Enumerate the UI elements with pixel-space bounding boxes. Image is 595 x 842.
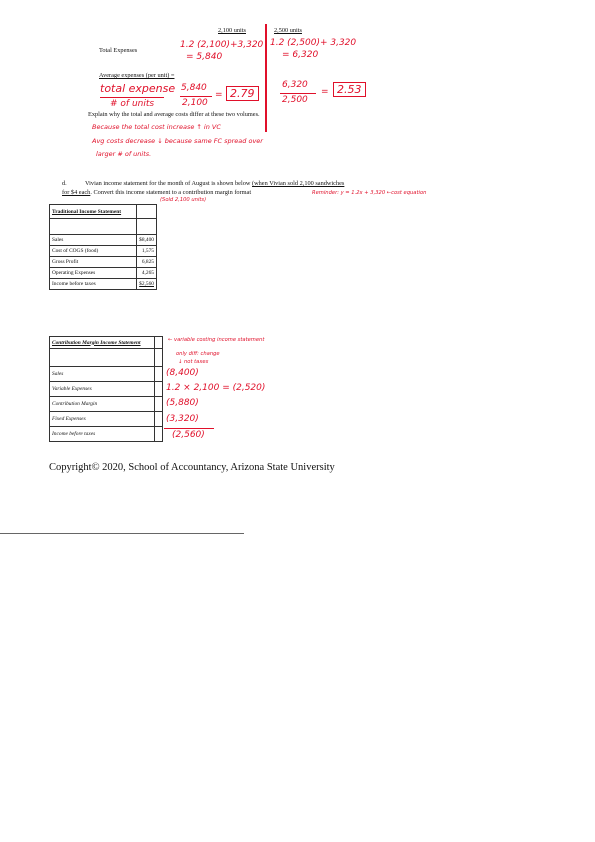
average-expenses-label: Average expenses (per unit) = (99, 72, 175, 79)
hw-avg-2100-result-box: 2.79 (226, 86, 259, 101)
hw-avg-2100-equals: = (215, 90, 223, 100)
explain-question: Explain why the total and average costs differ at these two volumes. (88, 111, 260, 118)
hw-avg-2500-fraction-bar (280, 93, 316, 94)
hw-cm-contribution-margin: (5,880) (166, 398, 199, 408)
table-row: Variable Expenses (50, 382, 163, 397)
part-d-letter: d. (62, 180, 67, 187)
hw-formula-fraction-bar (100, 97, 164, 98)
hw-only-diff-note: only diff: change (176, 351, 220, 357)
hw-avg-2500-equals: = (321, 87, 329, 97)
copyright-notice: Copyright© 2020, School of Accountancy, Arizona State University (49, 462, 335, 473)
traditional-title: Traditional Income Statement (50, 205, 137, 219)
hw-explain-line-2: Avg costs decrease ↓ because same FC spread over (92, 137, 263, 145)
hw-formula-denominator: # of units (110, 99, 155, 109)
table-row: Operating Expenses 4,265 (50, 268, 157, 279)
hw-reminder-cost-equation: Reminder: y = 1.2x + 3,320 ←cost equation (312, 190, 427, 196)
hw-avg-2500-result-box: 2.53 (333, 82, 366, 97)
column-header-2100: 2,100 units (218, 27, 246, 34)
hw-total-2500-calc: 1.2 (2,500)+ 3,320 (270, 38, 357, 48)
hw-explain-line-3: larger # of units. (96, 150, 152, 158)
hw-avg-2500-denominator: 2,500 (282, 95, 308, 105)
hw-variable-costing-note: ← variable costing income statement (168, 337, 265, 343)
table-row: Income before taxes $2,560 (50, 279, 157, 290)
hw-cm-income-before-taxes: (2,560) (172, 430, 205, 440)
contribution-margin-statement-table (49, 336, 163, 442)
column-header-2500: 2,500 units (274, 27, 302, 34)
hw-avg-2100-fraction-bar (180, 96, 212, 97)
hw-cm-fixed-expenses: (3,320) (166, 414, 199, 424)
hw-explain-line-1: Because the total cost increase ↑ in VC (92, 123, 221, 131)
total-expenses-label: Total Expenses (99, 47, 138, 54)
hw-avg-2500-numerator: 6,320 (282, 80, 308, 90)
table-row: Income before taxes (50, 427, 163, 442)
traditional-income-statement-table (49, 204, 157, 290)
hw-total-2500-result: = 6,320 (282, 50, 319, 60)
table-row: Cost of COGS (food) 1,575 (50, 246, 157, 257)
footer-divider (0, 533, 244, 534)
hw-not-taxes-note: ↓ not taxes (178, 359, 209, 365)
table-row: Sales $8,400 (50, 235, 157, 246)
hw-formula-numerator: total expense (100, 82, 176, 95)
hw-avg-2100-denominator: 2,100 (182, 98, 208, 108)
part-d-text-line-2: for $4 each. Convert this income statement to a contribution margin format (62, 189, 252, 196)
hw-total-2100-result: = 5,840 (186, 52, 223, 62)
table-row: Gross Profit 6,825 (50, 257, 157, 268)
part-d-text-line-1: Vivian income statement for the month of August is shown below (when Vivian sold 2,100 sandwiches (85, 180, 345, 187)
hw-cm-sales: (8,400) (166, 368, 199, 378)
table-row: Contribution Margin (50, 397, 163, 412)
table-row: Fixed Expenses (50, 412, 163, 427)
hw-cm-variable-expenses: 1.2 × 2,100 = (2,520) (166, 383, 266, 393)
hw-sold-units-note: (Sold 2,100 units) (160, 197, 207, 203)
hw-avg-2100-numerator: 5,840 (181, 83, 207, 93)
hw-cm-total-underline (164, 428, 214, 429)
contribution-title: Contribution Margin Income Statement (50, 337, 155, 349)
table-row: Sales (50, 367, 163, 382)
column-divider-line (265, 24, 267, 132)
hw-total-2100-calc: 1.2 (2,100)+3,320 (180, 40, 264, 50)
